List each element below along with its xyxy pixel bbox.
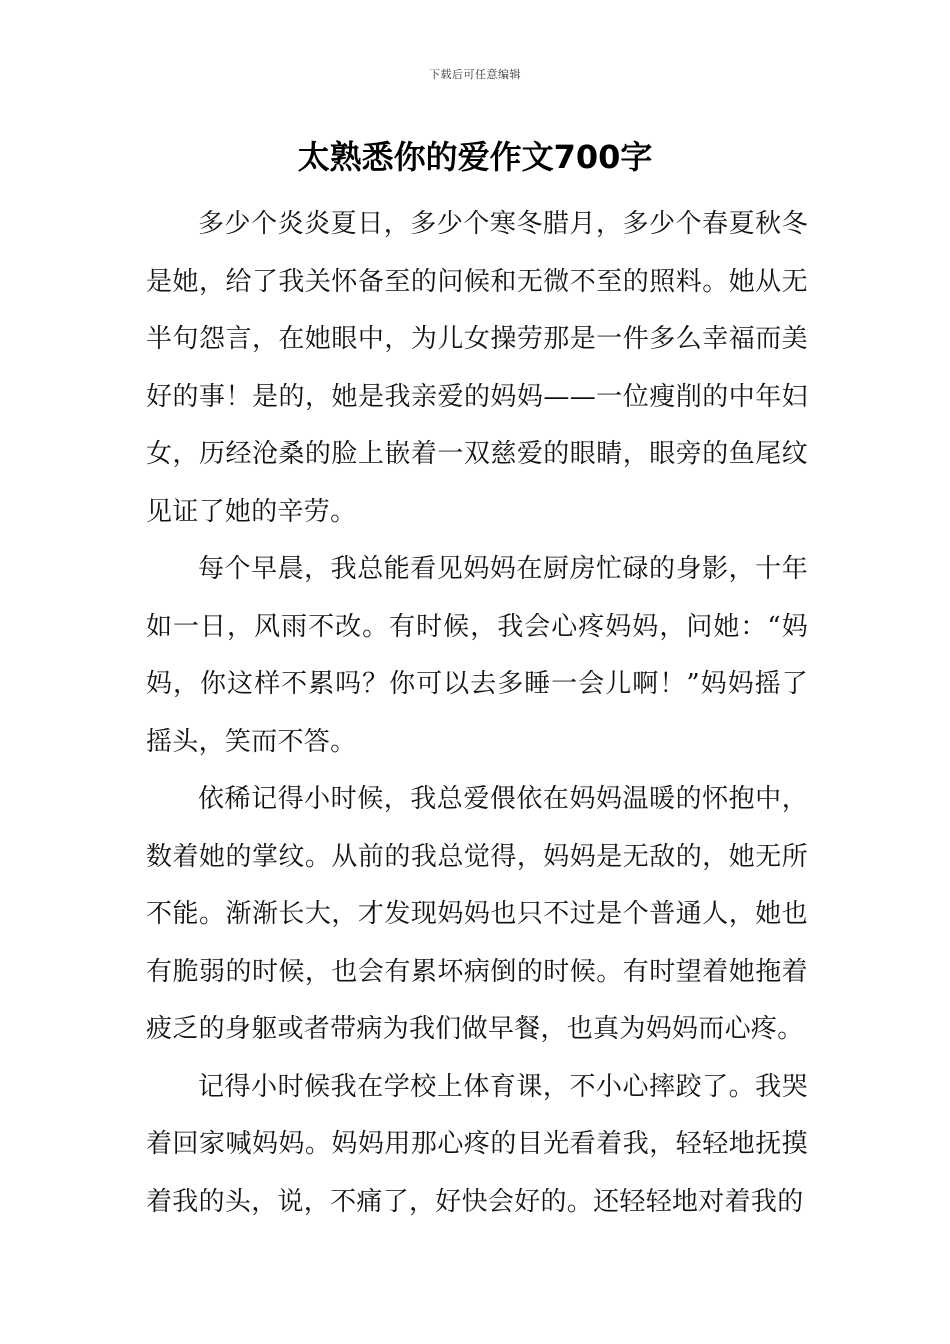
paragraph-4: 记得小时候我在学校上体育课，不小心摔跤了。我哭着回家喊妈妈。妈妈用那心疼的目光看着我，轻轻地抚摸着我的头，说，不痛了，好快会好的。还轻轻地对着我的 [146, 1071, 808, 1217]
paragraph-2: 每个早晨，我总能看见妈妈在厨房忙碌的身影，十年如一日，风雨不改。有时候，我会心疼妈妈，问她：“妈妈，你这样不累吗？你可以去多睡一会儿啊！”妈妈摇了摇头，笑而不答。 [146, 554, 808, 757]
header-note: 下载后可任意编辑 [429, 68, 521, 81]
paragraph-3: 依稀记得小时候，我总爱偎依在妈妈温暖的怀抱中，数着她的掌纹。从前的我总觉得，妈妈是无敌的，她无所不能。渐渐长大，才发现妈妈也只不过是个普通人，她也有脆弱的时候，也会有累坏病倒的时候。有时望着她拖着疲乏的身躯或者带病为我们做早餐，也真为妈妈而心疼。 [146, 784, 808, 1044]
document-body [146, 196, 808, 1231]
document-title: 太熟悉你的爱作文700字 [297, 138, 653, 176]
paragraph-1: 多少个炎炎夏日，多少个寒冬腊月，多少个春夏秋冬是她，给了我关怀备至的问候和无微不至的照料。她从无半句怨言，在她眼中，为儿女操劳那是一件多么幸福而美好的事！是的，她是我亲爱的妈妈——一位瘦削的中年妇女，历经沧桑的脸上嵌着一双慈爱的眼睛，眼旁的鱼尾纹见证了她的辛劳。 [146, 209, 808, 527]
